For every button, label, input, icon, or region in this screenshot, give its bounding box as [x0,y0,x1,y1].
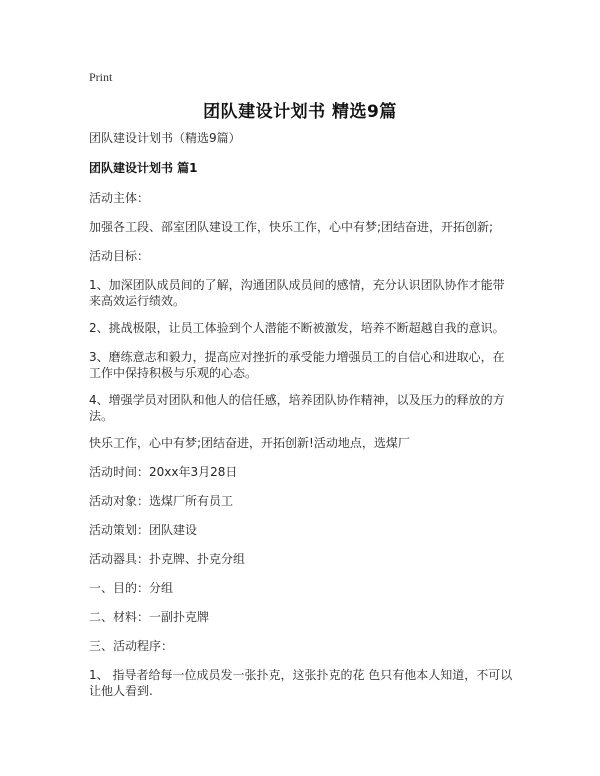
paragraph-activity-equipment: 活动器具：扑克牌、扑克分组 [89,552,246,566]
paragraph-activity-goals-label: 活动目标： [89,249,150,263]
paragraph-activity-audience: 活动对象：选煤厂所有员工 [89,494,234,508]
paragraph-goal-1: 1、加深团队成员间的了解，沟通团队成员间的感情，充分认识团队协作才能带来高效运行绩效。 [89,278,505,308]
paragraph-goal-2: 2、挑战极限，让员工体验到个人潜能不断被激发，培养不断超越自我的意识。 [89,321,505,335]
document-title: 团队建设计划书 精选9篇 [203,102,397,122]
paragraph-slogan-location: 快乐工作，心中有梦;团结奋进，开拓创新!活动地点，选煤厂 [89,436,410,450]
paragraph-activity-planning: 活动策划：团队建设 [89,523,198,537]
paragraph-procedure-label: 三、活动程序： [89,639,174,653]
paragraph-purpose: 一、目的：分组 [89,581,174,595]
paragraph-goal-4: 4、增强学员对团队和他人的信任感，培养团队协作精神，以及压力的释放的方法。 [89,393,505,423]
paragraph-materials: 二、材料：一副扑克牌 [89,610,210,624]
paragraph-activity-time: 活动时间：20xx年3月28日 [89,465,238,479]
paragraph-goal-3: 3、磨练意志和毅力，提高应对挫折的承受能力增强员工的自信心和进取心，在工作中保持积极与乐观的心态。 [89,350,505,380]
print-label: Print [89,70,113,84]
paragraph-procedure-step-1: 1、 指导者给每一位成员发一张扑克，这张扑克的花 色只有他本人知道，不可以让他人看到. [89,668,513,698]
paragraph-activity-subject-label: 活动主体： [89,191,150,205]
document-body [89,130,514,710]
section-heading: 团队建设计划书 篇1 [89,161,198,175]
document-subtitle: 团队建设计划书（精选9篇） [89,131,241,145]
paragraph-activity-subject: 加强各工段、部室团队建设工作，快乐工作，心中有梦;团结奋进，开拓创新; [89,220,494,234]
